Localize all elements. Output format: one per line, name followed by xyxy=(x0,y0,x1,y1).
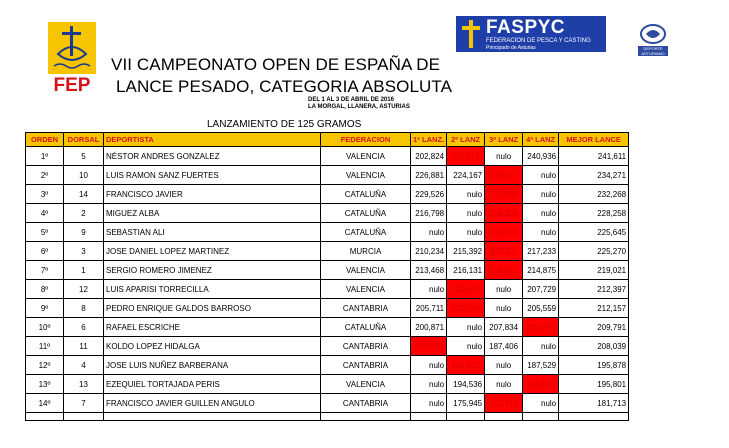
lanz3-cell: 232,268 xyxy=(485,185,523,204)
header-dorsal: DORSAL xyxy=(64,133,104,147)
dorsal-cell: 5 xyxy=(64,147,104,166)
table-row xyxy=(26,185,629,204)
orden-cell: 11º xyxy=(26,337,64,356)
mejor-lance-cell: 228,258 xyxy=(559,204,629,223)
orden-cell: 10º xyxy=(26,318,64,337)
orden-cell: 13º xyxy=(26,375,64,394)
orden-cell: 2º xyxy=(26,166,64,185)
lanz4-cell: 205,559 xyxy=(523,299,559,318)
event-place: LA MORGAL, LLANERA, ASTURIAS xyxy=(308,104,410,110)
deportista-cell: EZEQUIEL TORTAJADA PERIS xyxy=(104,375,321,394)
orden-cell: 1º xyxy=(26,147,64,166)
dorsal-cell: 12 xyxy=(64,280,104,299)
mejor-lance-cell: 232,268 xyxy=(559,185,629,204)
lanz3-cell: nulo xyxy=(485,280,523,299)
orden-cell: 9º xyxy=(26,299,64,318)
dorsal-cell: 10 xyxy=(64,166,104,185)
table-row xyxy=(26,242,629,261)
lanz2-cell: 215,392 xyxy=(447,242,485,261)
mejor-lance-cell: 209,791 xyxy=(559,318,629,337)
federacion-cell: VALENCIA xyxy=(321,280,411,299)
mejor-lance-cell: 195,878 xyxy=(559,356,629,375)
mejor-lance-cell: 181,713 xyxy=(559,394,629,413)
faspyc-region: Principado de Asturias xyxy=(486,45,536,51)
lanz1-cell: nulo xyxy=(411,223,447,242)
dorsal-cell: 14 xyxy=(64,185,104,204)
mejor-lance-cell: 208,039 xyxy=(559,337,629,356)
orden-cell: 4º xyxy=(26,204,64,223)
empty-cell xyxy=(447,413,485,421)
mejor-lance-cell: 225,645 xyxy=(559,223,629,242)
orden-cell: 12º xyxy=(26,356,64,375)
page-title-line1: VII CAMPEONATO OPEN DE ESPAÑA DE xyxy=(111,55,441,74)
lanz3-cell: nulo xyxy=(485,375,523,394)
mejor-lance-cell: 225,270 xyxy=(559,242,629,261)
table-row xyxy=(26,204,629,223)
deporte-emblem-icon xyxy=(638,22,668,46)
lanz4-cell: 214,875 xyxy=(523,261,559,280)
orden-cell: 14º xyxy=(26,394,64,413)
lanz1-cell: 208,039 xyxy=(411,337,447,356)
lanz1-cell: 216,798 xyxy=(411,204,447,223)
lanz3-cell: nulo xyxy=(485,356,523,375)
deportista-cell: PEDRO ENRIQUE GALDOS BARROSO xyxy=(104,299,321,318)
dorsal-cell: 1 xyxy=(64,261,104,280)
deportista-cell: RAFAEL ESCRICHE xyxy=(104,318,321,337)
cross-icon xyxy=(460,20,482,48)
table-row xyxy=(26,337,629,356)
table-header-row xyxy=(26,133,629,147)
federacion-cell: CANTABRIA xyxy=(321,394,411,413)
page-title-line2: LANCE PESADO, CATEGORIA ABSOLUTA xyxy=(116,77,453,96)
fep-logo-text: FEP xyxy=(53,75,91,96)
dorsal-cell: 8 xyxy=(64,299,104,318)
federacion-cell: CATALUÑA xyxy=(321,223,411,242)
lanz3-cell: 225,27 xyxy=(485,242,523,261)
federacion-cell: VALENCIA xyxy=(321,261,411,280)
lanz4-cell: 217,233 xyxy=(523,242,559,261)
lanz3-cell: 181,713 xyxy=(485,394,523,413)
table-row xyxy=(26,147,629,166)
deportista-cell: SEBASTIAN ALI xyxy=(104,223,321,242)
faspyc-logo xyxy=(456,16,606,52)
empty-cell xyxy=(411,413,447,421)
lanz2-cell: nulo xyxy=(447,337,485,356)
mejor-lance-cell: 219,021 xyxy=(559,261,629,280)
lanz1-cell: 210,234 xyxy=(411,242,447,261)
header-orden: ORDEN xyxy=(26,133,64,147)
lanz4-cell: 195,801 xyxy=(523,375,559,394)
deportista-cell: LUIS RAMON SANZ FUERTES xyxy=(104,166,321,185)
lanz4-cell: 187,529 xyxy=(523,356,559,375)
faspyc-subtitle: FEDERACION DE PESCA Y CASTING xyxy=(486,38,591,44)
lanz2-cell: 241,611 xyxy=(447,147,485,166)
deporte-label: DEPORTE ASTURIANO xyxy=(638,46,668,56)
header-lanz1: 1ª LANZ. xyxy=(411,133,447,147)
faspyc-title: FASPYC xyxy=(486,17,566,38)
lanz2-cell: nulo xyxy=(447,204,485,223)
deportista-cell: SERGIO ROMERO JIMENEZ xyxy=(104,261,321,280)
table-row xyxy=(26,223,629,242)
lanz4-cell: nulo xyxy=(523,185,559,204)
lanz2-cell: 212,157 xyxy=(447,299,485,318)
lanz3-cell: 234,271 xyxy=(485,166,523,185)
federacion-cell: CATALUÑA xyxy=(321,318,411,337)
federacion-cell: CANTABRIA xyxy=(321,356,411,375)
lanz3-cell: nulo xyxy=(485,147,523,166)
mejor-lance-cell: 241,611 xyxy=(559,147,629,166)
dorsal-cell: 13 xyxy=(64,375,104,394)
lanz4-cell: nulo xyxy=(523,394,559,413)
deportista-cell: KOLDO LOPEZ HIDALGA xyxy=(104,337,321,356)
lanz2-cell: 224,167 xyxy=(447,166,485,185)
header-lanz3: 3ª LANZ xyxy=(485,133,523,147)
orden-cell: 6º xyxy=(26,242,64,261)
table-row-empty xyxy=(26,413,629,421)
deporte-asturiano-logo xyxy=(638,22,668,56)
federacion-cell: CANTABRIA xyxy=(321,299,411,318)
federacion-cell: VALENCIA xyxy=(321,147,411,166)
event-date: DEL 1 AL 3 DE ABRIL DE 2016 xyxy=(308,97,394,103)
lanz1-cell: nulo xyxy=(411,280,447,299)
federacion-cell: VALENCIA xyxy=(321,166,411,185)
dorsal-cell: 7 xyxy=(64,394,104,413)
lanz4-cell: 240,936 xyxy=(523,147,559,166)
lanz4-cell: nulo xyxy=(523,223,559,242)
empty-cell xyxy=(485,413,523,421)
deportista-cell: NÉSTOR ANDRES GONZALEZ xyxy=(104,147,321,166)
results-table xyxy=(25,132,629,421)
lanz4-cell: nulo xyxy=(523,204,559,223)
orden-cell: 3º xyxy=(26,185,64,204)
mejor-lance-cell: 212,157 xyxy=(559,299,629,318)
lanz3-cell: 207,834 xyxy=(485,318,523,337)
lanz3-cell: 228,258 xyxy=(485,204,523,223)
table-row xyxy=(26,166,629,185)
orden-cell: 5º xyxy=(26,223,64,242)
orden-cell: 7º xyxy=(26,261,64,280)
lanz3-cell: 219,021 xyxy=(485,261,523,280)
table-row xyxy=(26,394,629,413)
orden-cell: 8º xyxy=(26,280,64,299)
deportista-cell: JOSE LUIS NUÑEZ BARBERANA xyxy=(104,356,321,375)
table-row xyxy=(26,280,629,299)
empty-cell xyxy=(26,413,64,421)
deportista-cell: MIGUEZ ALBA xyxy=(104,204,321,223)
lanz3-cell: nulo xyxy=(485,299,523,318)
event-details xyxy=(308,97,410,111)
lanz1-cell: 226,881 xyxy=(411,166,447,185)
lanz1-cell: 200,871 xyxy=(411,318,447,337)
federacion-cell: VALENCIA xyxy=(321,375,411,394)
dorsal-cell: 6 xyxy=(64,318,104,337)
deportista-cell: JOSE DANIEL LOPEZ MARTINEZ xyxy=(104,242,321,261)
fish-cross-icon xyxy=(48,22,96,74)
fep-logo xyxy=(48,22,96,98)
lanz1-cell: nulo xyxy=(411,356,447,375)
lanz2-cell: nulo xyxy=(447,223,485,242)
mejor-lance-cell: 234,271 xyxy=(559,166,629,185)
federacion-cell: MURCIA xyxy=(321,242,411,261)
federacion-cell: CANTABRIA xyxy=(321,337,411,356)
federacion-cell: CATALUÑA xyxy=(321,204,411,223)
empty-cell xyxy=(559,413,629,421)
lanz2-cell: 175,945 xyxy=(447,394,485,413)
lanz3-cell: 187,406 xyxy=(485,337,523,356)
lanz1-cell: 229,526 xyxy=(411,185,447,204)
deportista-cell: LUIS APARISI TORRECILLA xyxy=(104,280,321,299)
header-lanz4: 4ª LANZ xyxy=(523,133,559,147)
section-subtitle: LANZAMIENTO DE 125 GRAMOS xyxy=(207,119,362,130)
mejor-lance-cell: 212,397 xyxy=(559,280,629,299)
dorsal-cell: 3 xyxy=(64,242,104,261)
lanz4-cell: 209,791 xyxy=(523,318,559,337)
header-federacion: FEDERACION xyxy=(321,133,411,147)
lanz4-cell: 207,729 xyxy=(523,280,559,299)
federacion-cell: CATALUÑA xyxy=(321,185,411,204)
table-row xyxy=(26,261,629,280)
mejor-lance-cell: 195,801 xyxy=(559,375,629,394)
lanz1-cell: 202,824 xyxy=(411,147,447,166)
lanz2-cell: 216,131 xyxy=(447,261,485,280)
table-body xyxy=(26,147,629,421)
table-row xyxy=(26,318,629,337)
table-row xyxy=(26,299,629,318)
dorsal-cell: 9 xyxy=(64,223,104,242)
empty-cell xyxy=(64,413,104,421)
dorsal-cell: 11 xyxy=(64,337,104,356)
header-mejor-lance: MEJOR LANCE xyxy=(559,133,629,147)
lanz4-cell: nulo xyxy=(523,166,559,185)
lanz2-cell: 194,536 xyxy=(447,375,485,394)
header-lanz2: 2ª LANZ xyxy=(447,133,485,147)
lanz2-cell: nulo xyxy=(447,185,485,204)
lanz2-cell: nulo xyxy=(447,318,485,337)
lanz1-cell: 205,711 xyxy=(411,299,447,318)
table-row xyxy=(26,375,629,394)
lanz3-cell: 225,645 xyxy=(485,223,523,242)
lanz1-cell: 213,468 xyxy=(411,261,447,280)
lanz1-cell: nulo xyxy=(411,375,447,394)
lanz2-cell: 195,878 xyxy=(447,356,485,375)
dorsal-cell: 4 xyxy=(64,356,104,375)
deportista-cell: FRANCISCO JAVIER GUILLEN ANGULO xyxy=(104,394,321,413)
lanz1-cell: nulo xyxy=(411,394,447,413)
empty-cell xyxy=(104,413,321,421)
deportista-cell: FRANCISCO JAVIER xyxy=(104,185,321,204)
empty-cell xyxy=(321,413,411,421)
header-deportista: DEPORTISTA xyxy=(104,133,321,147)
lanz2-cell: 212,397 xyxy=(447,280,485,299)
table-row xyxy=(26,356,629,375)
lanz4-cell: nulo xyxy=(523,337,559,356)
dorsal-cell: 2 xyxy=(64,204,104,223)
empty-cell xyxy=(523,413,559,421)
